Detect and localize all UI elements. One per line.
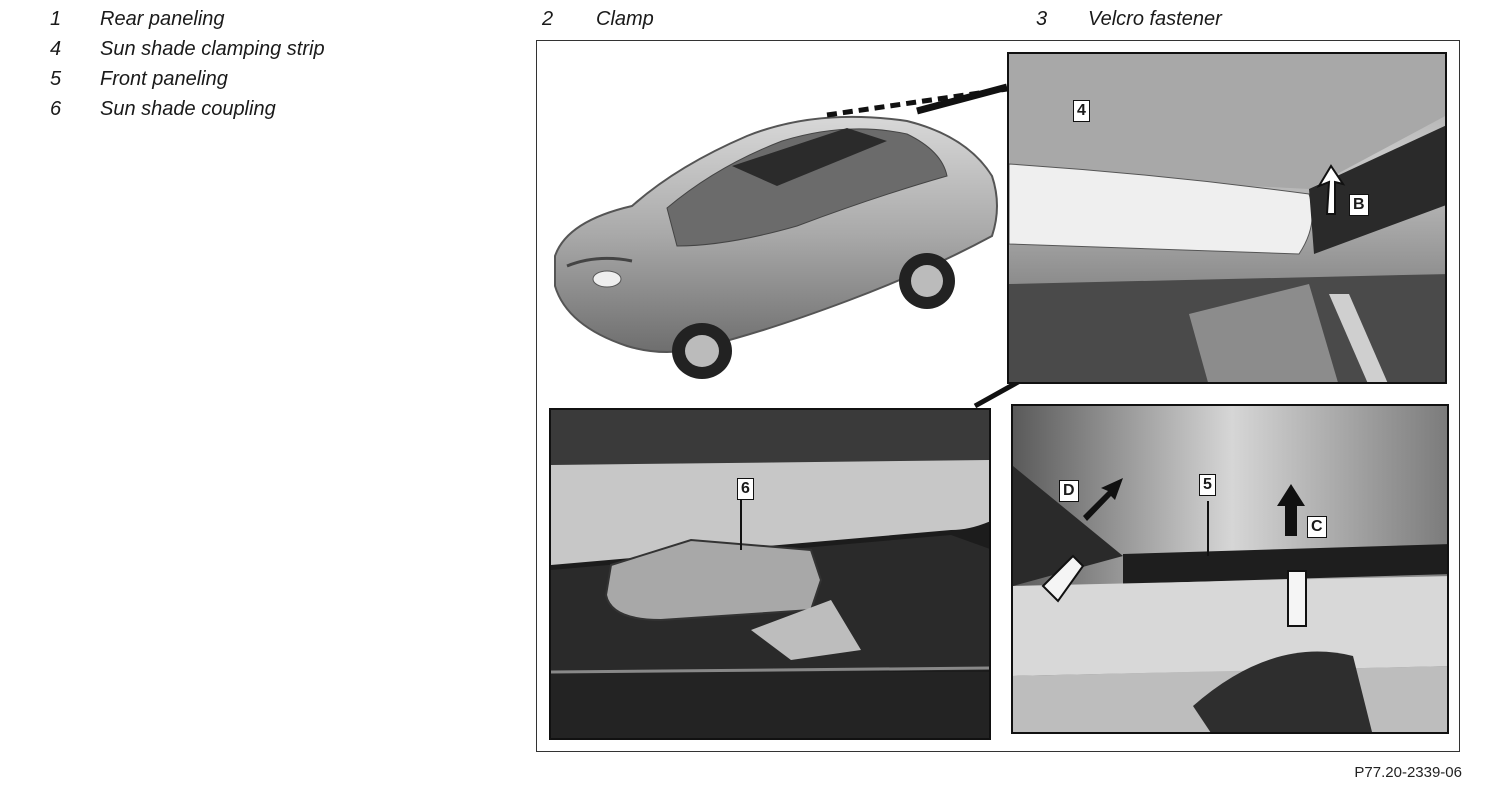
legend-number: 2 — [542, 7, 554, 30]
figure-frame — [536, 40, 1460, 752]
legend-text: Velcro fastener — [1088, 7, 1222, 30]
photo-coupling — [551, 410, 991, 740]
photo-panel-clamping-strip — [1007, 52, 1447, 384]
legend-text: Clamp — [596, 7, 654, 30]
legend-number: 3 — [1036, 7, 1048, 30]
legend-text: Sun shade coupling — [100, 97, 276, 120]
legend-item — [50, 4, 325, 34]
callout-4: 4 — [1073, 100, 1090, 122]
legend-item — [50, 94, 325, 124]
legend-number: 6 — [50, 97, 62, 120]
photo-panel-front-paneling — [1011, 404, 1449, 734]
callout-d: D — [1059, 480, 1079, 502]
legend-left — [50, 4, 325, 124]
callout-6: 6 — [737, 478, 754, 500]
legend-number: 1 — [50, 7, 62, 30]
callout-5: 5 — [1199, 474, 1216, 496]
figure-code: P77.20-2339-06 — [1354, 764, 1462, 781]
legend-item — [50, 64, 325, 94]
photo-panel-coupling — [549, 408, 991, 740]
callout-c: C — [1307, 516, 1327, 538]
callout-b: B — [1349, 194, 1369, 216]
photo-front-paneling — [1013, 406, 1449, 734]
legend-item — [50, 34, 325, 64]
legend-item-velcro — [1036, 4, 1222, 34]
legend-number: 4 — [50, 37, 62, 60]
legend-number: 5 — [50, 67, 62, 90]
legend-text: Rear paneling — [100, 7, 225, 30]
legend-item-clamp — [542, 4, 654, 34]
legend-text: Sun shade clamping strip — [100, 37, 325, 60]
legend-text: Front paneling — [100, 67, 228, 90]
